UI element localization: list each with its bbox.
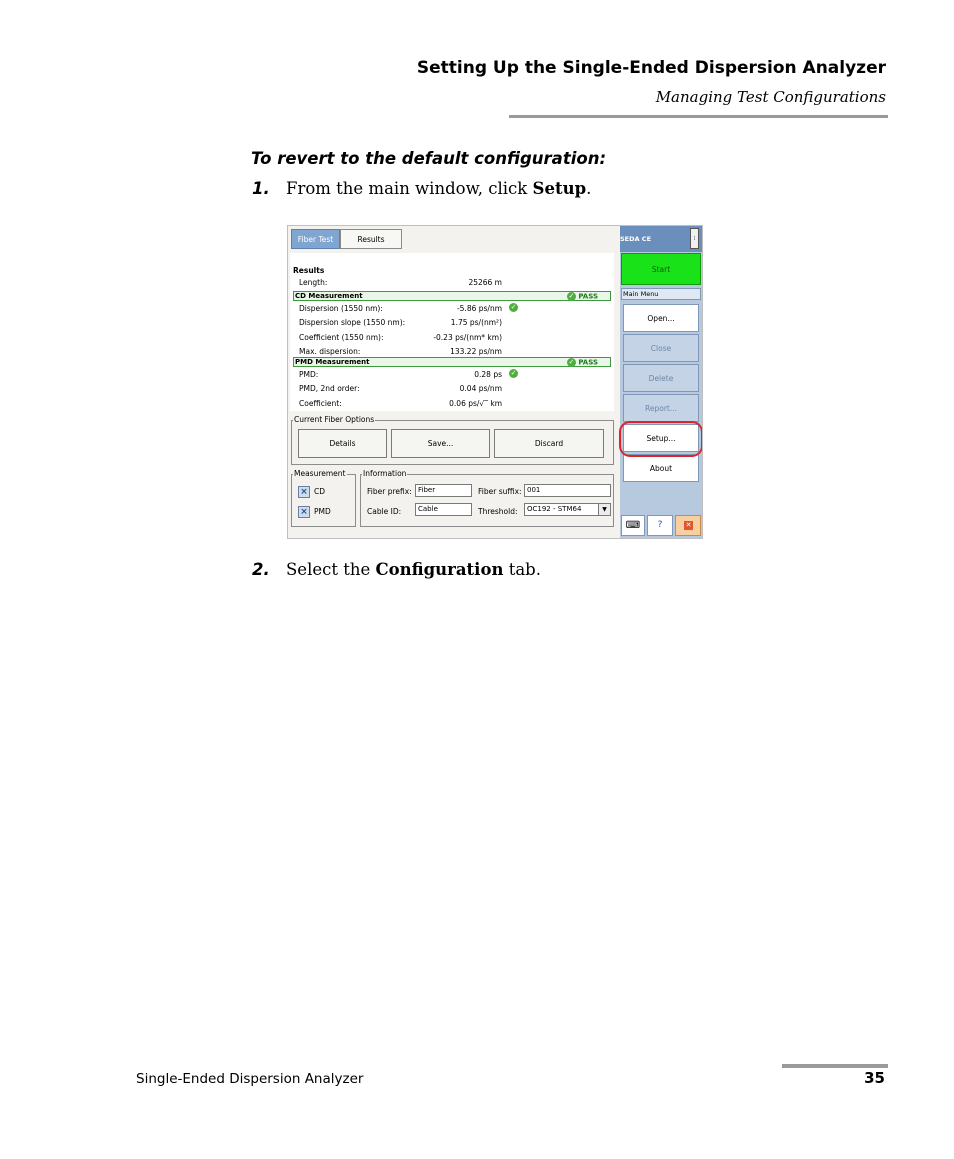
step-text: Select the Configuration tab. bbox=[286, 560, 541, 579]
tab-fiber-test[interactable]: Fiber Test bbox=[291, 229, 340, 249]
pmd-row-value: 0.06 ps/√‾ km bbox=[449, 399, 502, 408]
information-group bbox=[360, 474, 614, 527]
pmd-row-value: 0.28 ps bbox=[474, 370, 502, 379]
cd-row-value: -5.86 ps/nm bbox=[456, 304, 502, 313]
details-button[interactable]: Details bbox=[298, 429, 387, 458]
setup-highlight-ring bbox=[619, 421, 703, 457]
traffic-light-icon: ⁝ bbox=[690, 228, 699, 249]
footer-rule bbox=[782, 1064, 888, 1068]
cd-row-value: -0.23 ps/(nm* km) bbox=[433, 333, 502, 342]
discard-button[interactable]: Discard bbox=[494, 429, 604, 458]
fiber-suffix-label: Fiber suffix: bbox=[478, 487, 522, 496]
running-header-title: Setting Up the Single-Ended Dispersion Analyzer bbox=[416, 58, 886, 78]
page-number: 35 bbox=[864, 1069, 885, 1087]
pmd-row-label: Coefficient: bbox=[299, 399, 342, 408]
check-icon: ✓ bbox=[568, 358, 575, 366]
cd-row-label: Max. dispersion: bbox=[299, 347, 361, 356]
side-title: SEDA CE bbox=[620, 235, 652, 243]
cd-measurement-bar bbox=[293, 291, 611, 301]
results-heading: Results bbox=[293, 266, 325, 275]
check-icon: ✓ bbox=[568, 292, 575, 300]
header-rule bbox=[509, 115, 888, 118]
cd-row-value: 133.22 ps/nm bbox=[450, 347, 502, 356]
threshold-select[interactable] bbox=[524, 503, 611, 516]
cd-row-value: 1.75 ps/(nm²) bbox=[450, 318, 502, 327]
tab-results[interactable]: Results bbox=[340, 229, 402, 249]
length-label: Length: bbox=[299, 278, 328, 287]
check-icon: ✓ bbox=[510, 369, 517, 377]
side-title-bar bbox=[620, 226, 702, 252]
information-label: Information bbox=[363, 469, 407, 478]
delete-button[interactable]: Delete bbox=[623, 364, 699, 392]
fiber-prefix-label: Fiber prefix: bbox=[367, 487, 412, 496]
step-number: 1. bbox=[252, 179, 270, 198]
setup-button[interactable]: Setup... bbox=[623, 424, 699, 452]
cd-measurement-title: CD Measurement bbox=[295, 292, 363, 300]
check-icon: ✓ bbox=[510, 303, 517, 311]
close-button[interactable]: Close bbox=[623, 334, 699, 362]
pmd-measurement-title: PMD Measurement bbox=[295, 358, 370, 366]
step-number: 2. bbox=[252, 560, 270, 579]
report-button[interactable]: Report... bbox=[623, 394, 699, 422]
pmd-measurement-bar bbox=[293, 357, 611, 367]
about-button[interactable]: About bbox=[623, 454, 699, 482]
start-button[interactable]: Start bbox=[621, 253, 701, 285]
pmd-row-label: PMD: bbox=[299, 370, 319, 379]
cable-id-label: Cable ID: bbox=[367, 507, 402, 516]
open-button[interactable]: Open... bbox=[623, 304, 699, 332]
fiber-suffix-input[interactable]: 001 bbox=[524, 484, 611, 497]
step-1 bbox=[252, 179, 652, 201]
measurement-group bbox=[291, 474, 356, 527]
exit-icon[interactable]: ✕ bbox=[675, 515, 701, 536]
side-panel bbox=[620, 226, 702, 539]
pmd-checkbox-label: PMD bbox=[314, 507, 331, 516]
threshold-value: OC192 - STM64 bbox=[527, 505, 582, 513]
cd-pass-badge: ✓ PASS bbox=[568, 292, 598, 301]
procedure-title: To revert to the default configuration: bbox=[251, 149, 607, 168]
fiber-options-label: Current Fiber Options bbox=[294, 415, 375, 424]
threshold-label: Threshold: bbox=[478, 507, 518, 516]
running-header-subtitle: Managing Test Configurations bbox=[655, 88, 886, 106]
keyboard-icon[interactable]: ⌨ bbox=[621, 515, 645, 536]
pmd-row-label: PMD, 2nd order: bbox=[299, 384, 360, 393]
step-text: From the main window, click Setup. bbox=[286, 179, 592, 198]
cd-checkbox-label: CD bbox=[314, 487, 326, 496]
length-value: 25266 m bbox=[468, 278, 502, 287]
cable-id-input[interactable]: Cable bbox=[415, 503, 472, 516]
measurement-label: Measurement bbox=[294, 469, 346, 478]
pmd-pass-badge: ✓ PASS bbox=[568, 358, 598, 367]
app-screenshot bbox=[287, 225, 703, 539]
help-icon[interactable]: ? bbox=[647, 515, 673, 536]
pmd-row-value: 0.04 ps/nm bbox=[459, 384, 502, 393]
main-menu-label: Main Menu bbox=[621, 288, 701, 300]
save-button[interactable]: Save... bbox=[391, 429, 490, 458]
cd-checkbox[interactable]: × bbox=[298, 486, 310, 498]
results-panel bbox=[290, 253, 614, 411]
cd-row-label: Dispersion (1550 nm): bbox=[299, 304, 383, 313]
chevron-down-icon[interactable]: ▼ bbox=[598, 504, 610, 515]
cd-row-label: Coefficient (1550 nm): bbox=[299, 333, 384, 342]
footer-title: Single-Ended Dispersion Analyzer bbox=[136, 1071, 364, 1087]
fiber-prefix-input[interactable]: Fiber bbox=[415, 484, 472, 497]
step-2 bbox=[252, 560, 652, 582]
cd-row-label: Dispersion slope (1550 nm): bbox=[299, 318, 406, 327]
pmd-checkbox[interactable]: × bbox=[298, 506, 310, 518]
